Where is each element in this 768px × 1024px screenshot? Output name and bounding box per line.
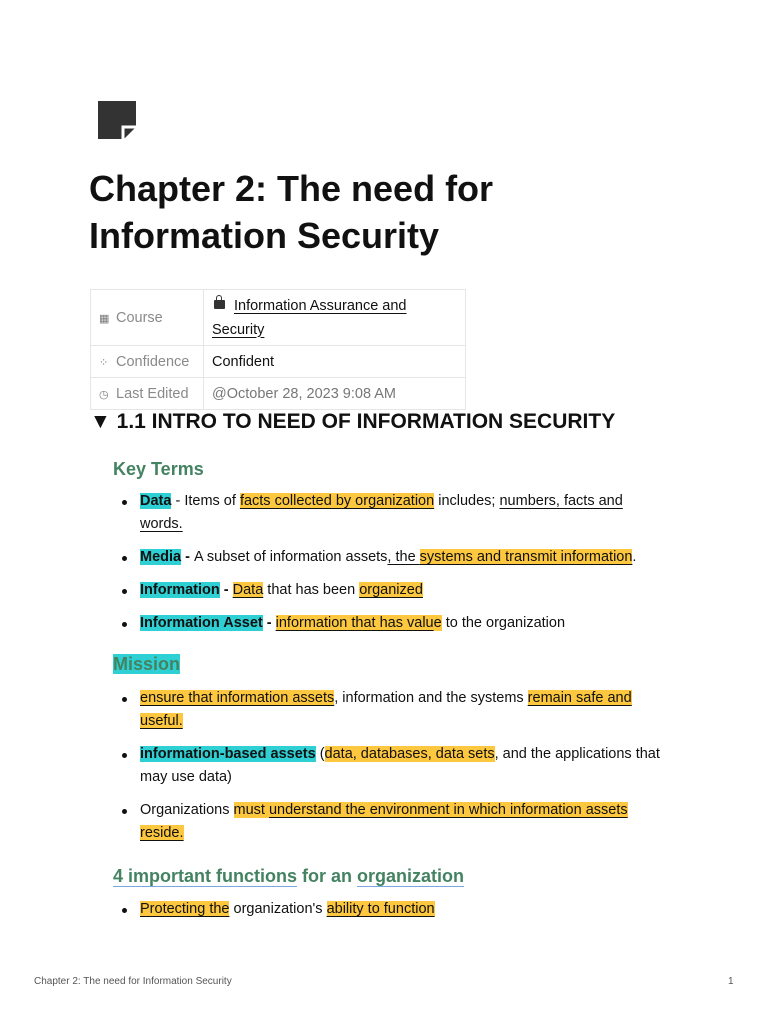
- lock-icon: [214, 300, 225, 309]
- list-item: Data - Items of facts collected by organization includes; numbers, facts and words.: [119, 490, 664, 536]
- confidence-value[interactable]: Confident: [204, 346, 466, 378]
- property-row-confidence: [91, 346, 466, 378]
- list-item: information-based assets (data, databases, data sets, and the applications that may use data): [119, 743, 664, 789]
- list-item: Information Asset - information that has value to the organization: [119, 612, 664, 635]
- list-item: Organizations must understand the environment in which information assets reside.: [119, 799, 664, 845]
- section-toggle-heading[interactable]: [90, 410, 615, 434]
- footer-page-number: 1: [728, 976, 734, 987]
- footer-document-title: Chapter 2: The need for Information Security: [34, 976, 232, 987]
- course-link[interactable]: Information Assurance and Security: [212, 297, 407, 338]
- key-terms-heading: Key Terms: [113, 459, 204, 479]
- toggle-triangle-icon[interactable]: ▼: [90, 410, 111, 433]
- property-key: Last Edited: [116, 385, 189, 402]
- list-item: Protecting the organization's ability to function: [119, 898, 664, 921]
- property-row-last-edited: [91, 378, 466, 410]
- loader-icon: ⁘: [99, 356, 109, 369]
- note-icon: [98, 101, 138, 141]
- page-title: Chapter 2: The need for Information Security: [89, 168, 494, 256]
- mission-list: [119, 687, 664, 855]
- list-item: ensure that information assets, information and the systems remain safe and useful.: [119, 687, 664, 733]
- clock-icon: ◷: [99, 388, 109, 401]
- section-heading-text: 1.1 INTRO TO NEED OF INFORMATION SECURITY: [116, 410, 616, 433]
- list-item: Media - A subset of information assets, the systems and transmit information.: [119, 546, 664, 569]
- book-icon: ▦: [99, 312, 110, 325]
- property-key: Confidence: [116, 353, 190, 370]
- list-item: Information - Data that has been organized: [119, 579, 664, 602]
- properties-table: [90, 289, 466, 410]
- mission-heading: Mission: [113, 654, 181, 674]
- property-row-course: [91, 290, 466, 346]
- key-terms-list: [119, 490, 664, 645]
- property-key: Course: [116, 309, 163, 326]
- functions-heading: 4 important functions for an organization: [113, 866, 465, 886]
- last-edited-value: @October 28, 2023 9:08 AM: [204, 378, 466, 410]
- functions-list: [119, 898, 664, 931]
